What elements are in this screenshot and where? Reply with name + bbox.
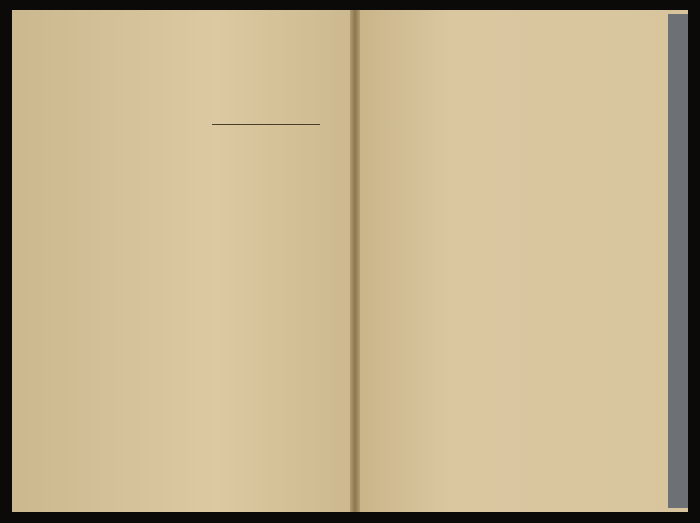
- open-book: [12, 10, 688, 512]
- left-lesson-title: [50, 92, 320, 114]
- right-page-number: [388, 64, 658, 78]
- left-divider: [212, 124, 320, 125]
- left-page-number: [50, 64, 320, 78]
- cover-edge-right: [668, 14, 688, 508]
- right-lesson-title: [388, 92, 658, 114]
- book-spine: [350, 10, 360, 512]
- right-page: [350, 10, 688, 512]
- left-page: [12, 10, 350, 512]
